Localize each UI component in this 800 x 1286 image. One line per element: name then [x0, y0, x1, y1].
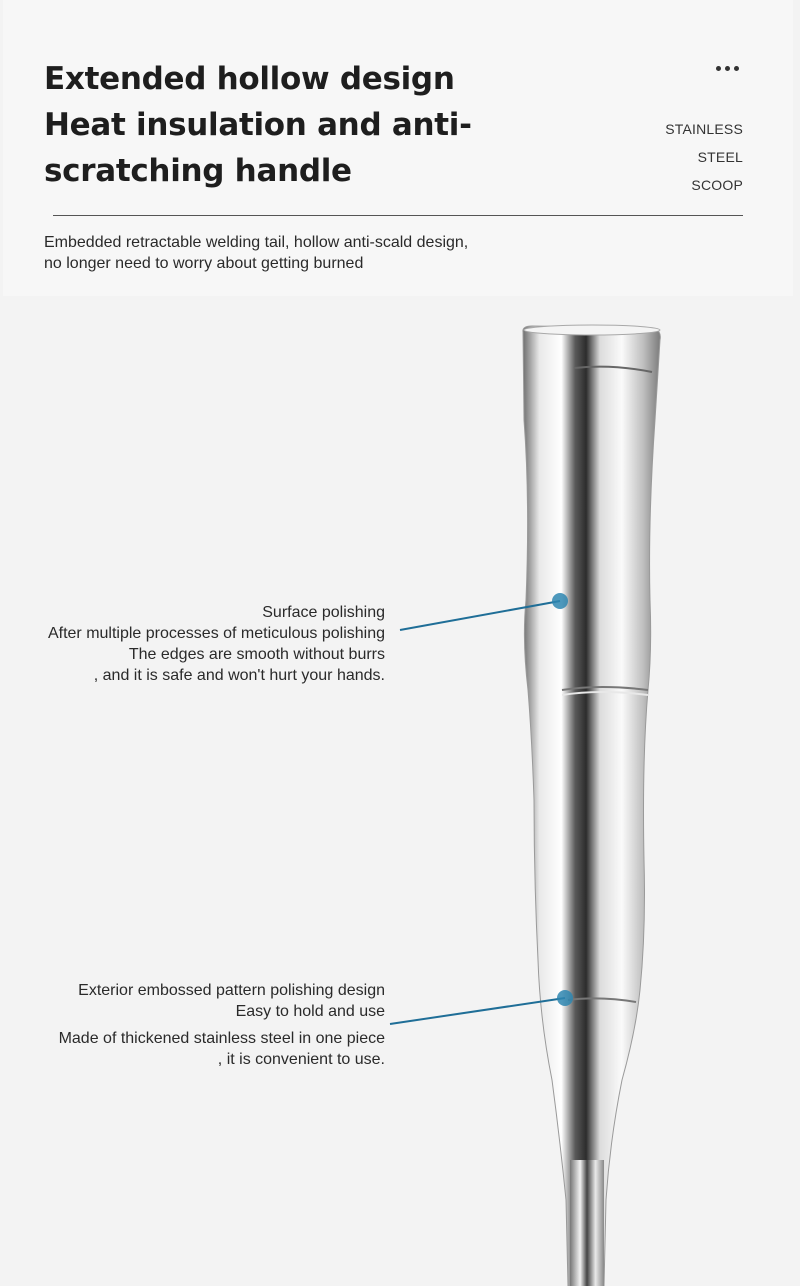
callout-line: After multiple processes of meticulous polishing: [47, 625, 385, 642]
product-photo-area: [0, 296, 800, 1286]
intro-line-2: no longer need to worry about getting burned: [44, 255, 364, 272]
callout-embossed-pattern: [78, 980, 385, 1022]
title-line-2: Heat insulation and anti-: [44, 107, 472, 143]
intro-text: [44, 232, 564, 274]
title-line-1: Extended hollow design: [44, 61, 455, 97]
intro-line-1: Embedded retractable welding tail, hollow anti-scald design,: [44, 234, 469, 251]
callout-line: Surface polishing: [262, 604, 385, 621]
callout-line: The edges are smooth without burrs: [128, 646, 385, 663]
callout-line: Exterior embossed pattern polishing design: [78, 982, 385, 999]
callout-line: Easy to hold and use: [235, 1003, 385, 1020]
ellipsis-icon: [716, 66, 739, 71]
callout-line: , it is convenient to use.: [217, 1051, 385, 1068]
title-line-3: scratching handle: [44, 153, 352, 189]
product-tags: [665, 115, 743, 199]
callout-thickened-steel: [59, 1028, 385, 1070]
tag-stainless: STAINLESS: [665, 121, 743, 137]
callout-line: , and it is safe and won't hurt your hands.: [93, 667, 385, 684]
callout-line: Made of thickened stainless steel in one piece: [58, 1030, 385, 1047]
tag-steel: STEEL: [697, 149, 743, 165]
tag-scoop: SCOOP: [691, 177, 743, 193]
header-divider: [53, 215, 743, 216]
callout-surface-polishing: [48, 602, 385, 686]
page-title: [44, 56, 484, 194]
